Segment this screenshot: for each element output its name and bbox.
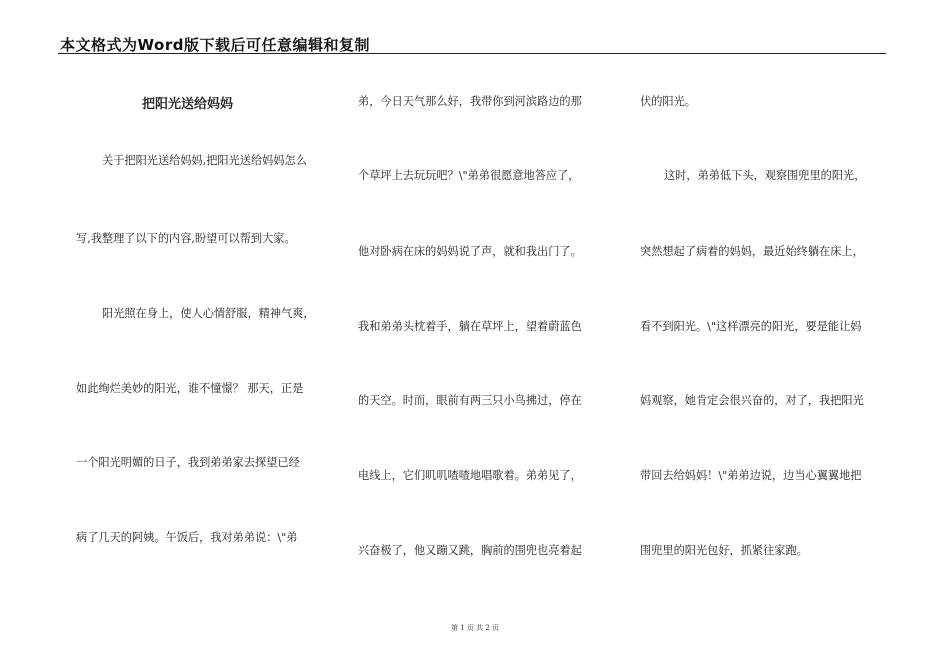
- paragraph-line: 如此绚烂美妙的阳光，谁不憧憬？ 那天，正是: [76, 382, 304, 395]
- paragraph-line: 个草坪上去玩玩吧？\"弟弟很愿意地答应了，: [358, 169, 580, 182]
- paragraph-line: 围兜里的阳光包好，抓紧往家跑。: [640, 544, 808, 557]
- page-number: 第 1 页 共 2 页: [450, 624, 500, 632]
- document-title: 把阳光送给妈妈: [142, 97, 234, 112]
- paragraph-line: 写,我整理了以下的内容,盼望可以帮到大家。: [76, 232, 296, 245]
- paragraph-line: 电线上，它们叽叽喳喳地唱歌着。弟弟见了，: [358, 469, 582, 482]
- paragraph-line: 兴奋极了，他又蹦又跳，胸前的围兜也亮着起: [358, 544, 582, 557]
- paragraph-line: 带回去给妈妈！\"弟弟边说，边当心翼翼地把: [640, 469, 862, 482]
- paragraph-line: 妈观察，她肯定会很兴奋的，对了，我把阳光: [640, 394, 864, 407]
- paragraph-line: 这时，弟弟低下头，观察围兜里的阳光，: [664, 169, 866, 182]
- paragraph-line: 一个阳光明媚的日子，我到弟弟家去探望已经: [76, 456, 300, 469]
- paragraph-line: 病了几天的阿姨。午饭后，我对弟弟说：\"弟: [76, 531, 298, 544]
- paragraph-line: 阳光照在身上，使人心情舒服，精神气爽，: [102, 307, 315, 320]
- paragraph-line: 弟，今日天气那么好，我带你到河滨路边的那: [358, 95, 582, 108]
- paragraph-line: 看不到阳光。\"这样漂亮的阳光，要是能让妈: [640, 320, 862, 333]
- text-column-3: [640, 0, 890, 672]
- paragraph-line: 伏的阳光。: [640, 95, 696, 108]
- paragraph-line: 突然想起了病着的妈妈，最近始终躺在床上，: [640, 245, 864, 258]
- paragraph-line: 我和弟弟头枕着手，躺在草坪上，望着蔚蓝色: [358, 320, 582, 333]
- document-header: 本文格式为Word版下载后可任意编辑和复制: [60, 36, 370, 54]
- text-column-1: [76, 0, 326, 672]
- text-column-2: [358, 0, 608, 672]
- paragraph-line: 的天空。时而，眼前有两三只小鸟拂过，停在: [358, 394, 582, 407]
- paragraph-line: 关于把阳光送给妈妈,把阳光送给妈妈怎么: [102, 154, 307, 167]
- paragraph-line: 他对卧病在床的妈妈说了声，就和我出门了。: [358, 245, 582, 258]
